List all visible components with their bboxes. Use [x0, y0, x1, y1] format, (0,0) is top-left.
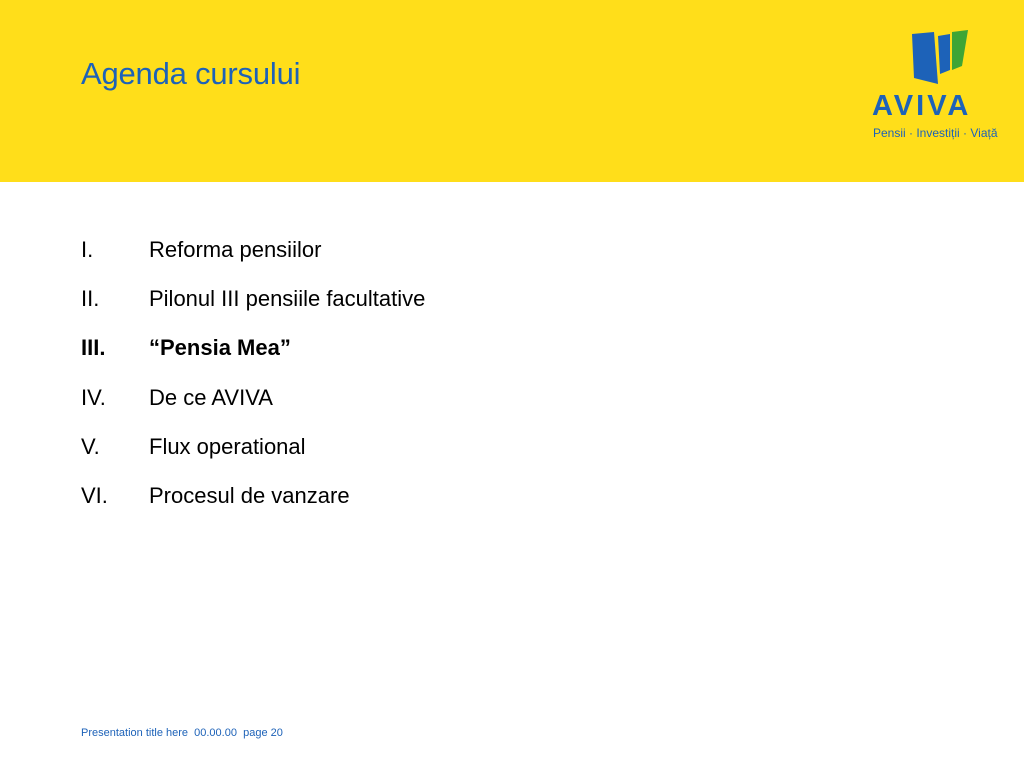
- aviva-logo: [870, 30, 1006, 146]
- agenda-item-label: Flux operational: [149, 433, 306, 459]
- agenda-item-number: II.: [81, 285, 100, 311]
- agenda-item: [81, 274, 425, 323]
- agenda-item: [81, 373, 425, 422]
- aviva-wordmark: AVIVA: [872, 90, 972, 122]
- agenda-item-number: IV.: [81, 384, 106, 410]
- agenda-item-number: I.: [81, 236, 94, 262]
- footer-presentation-title: Presentation title here: [81, 727, 189, 739]
- agenda-item: [81, 422, 425, 471]
- agenda-item-number: VI.: [81, 483, 108, 509]
- agenda-item: [81, 471, 425, 520]
- footer-page-number: page 20: [243, 727, 283, 739]
- agenda-item-number: III.: [81, 335, 106, 361]
- slide-footer: [81, 727, 283, 739]
- agenda-item-label: “Pensia Mea”: [149, 335, 291, 361]
- agenda-item: [81, 225, 425, 274]
- agenda-item-label: Procesul de vanzare: [149, 483, 350, 509]
- agenda-list: [81, 225, 425, 521]
- footer-date: 00.00.00: [194, 727, 237, 739]
- agenda-item-number: V.: [81, 433, 100, 459]
- agenda-item-active: [81, 324, 425, 373]
- slide-title: Agenda cursului: [81, 56, 301, 91]
- agenda-item-label: Reforma pensiilor: [149, 236, 322, 262]
- aviva-tagline: Pensii · Investiții · Viață: [873, 126, 998, 140]
- agenda-item-label: Pilonul III pensiile facultative: [149, 285, 426, 311]
- agenda-item-label: De ce AVIVA: [149, 384, 273, 410]
- aviva-logo-mark-icon: [910, 30, 970, 86]
